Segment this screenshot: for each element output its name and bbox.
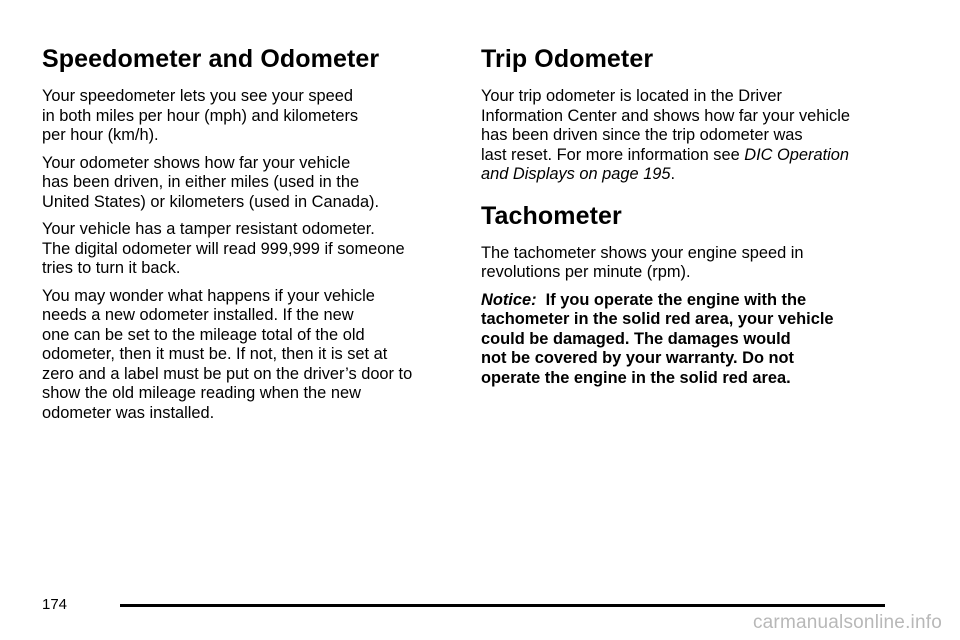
paragraph-speedometer: Your speedometer lets you see your speed in both miles per hour (mph) and kilometers per hour (km/h).	[42, 87, 359, 144]
notice-label: Notice:	[481, 290, 537, 309]
trip-text: Your trip odometer is located in the Driver Information Center and shows how far your vehicle has been driven since the trip odometer was last reset. For more information see	[481, 87, 850, 164]
section-title-tachometer: Tachometer	[481, 201, 622, 230]
paragraph-trip-odometer	[481, 87, 901, 185]
paragraph-new-odometer: You may wonder what happens if your vehicle needs a new odometer installed. If the new one can be set to the mileage total of the old odometer, then it must be. If not, then it is set at zero and a label must be put on the driver’s door to show the old mileage reading when the new odometer was installed.	[42, 286, 413, 422]
paragraph-tamper: Your vehicle has a tamper resistant odometer. The digital odometer will read 999,999 if someone tries to turn it back.	[42, 220, 405, 277]
notice-text: If you operate the engine with the tachometer in the solid red area, your vehicle could be damaged. The damages would not be covered by your warranty. Do not operate the engine in the solid red area.	[481, 290, 834, 387]
footer-rule	[120, 604, 885, 607]
page-number: 174	[42, 596, 68, 613]
right-column	[481, 44, 901, 396]
dic-reference-link[interactable]: DIC Operation and Displays on page 195	[481, 145, 850, 183]
left-column	[42, 44, 452, 431]
section-title-trip-odometer: Trip Odometer	[481, 45, 654, 73]
trip-end: .	[670, 165, 676, 183]
section-title-speedometer: Speedometer and Odometer	[42, 45, 380, 73]
paragraph-tachometer: The tachometer shows your engine speed in revolutions per minute (rpm).	[481, 243, 804, 281]
notice-paragraph	[481, 291, 901, 389]
paragraph-odometer: Your odometer shows how far your vehicle has been driven, in either miles (used in the United States) or kilometers (used in Canada).	[42, 153, 380, 211]
watermark: carmanualsonline.info	[752, 612, 942, 633]
